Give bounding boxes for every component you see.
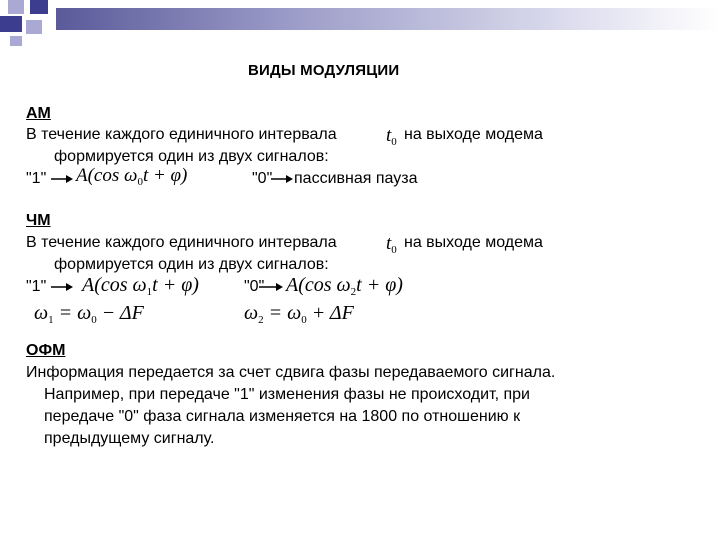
deco-square bbox=[10, 36, 22, 46]
formula-sub: 2 bbox=[350, 286, 357, 298]
formula-tail: t + φ) bbox=[152, 274, 199, 296]
fm-omega1-equation bbox=[34, 302, 144, 326]
deco-square bbox=[30, 0, 48, 14]
eq-mid: = ω bbox=[263, 302, 302, 324]
ofm-line4: предыдущему сигналу. bbox=[44, 430, 215, 447]
t-var: t bbox=[386, 233, 392, 254]
fm-line1-post: на выходе модема bbox=[404, 234, 543, 251]
deco-square bbox=[8, 0, 24, 14]
t-sub: 0 bbox=[391, 136, 397, 148]
formula-head: A(cos ω bbox=[82, 274, 147, 296]
am-one-label: "1" bbox=[26, 170, 47, 187]
arrow-icon bbox=[50, 281, 74, 293]
fm-heading: ЧМ bbox=[26, 212, 51, 229]
formula-tail: t + φ) bbox=[356, 274, 403, 296]
eq-sub: 1 bbox=[48, 314, 54, 326]
eq-sub: 0 bbox=[301, 314, 307, 326]
formula-head: A(cos ω bbox=[286, 274, 351, 296]
am-line1-pre: В течение каждого единичного интервала bbox=[26, 126, 337, 143]
fm-omega2-equation bbox=[244, 302, 354, 326]
fm-line1-pre: В течение каждого единичного интервала bbox=[26, 234, 337, 251]
deco-square bbox=[0, 16, 22, 32]
am-line2: формируется один из двух сигналов: bbox=[54, 148, 329, 165]
formula-tail: t + φ) bbox=[142, 165, 188, 186]
fm-signal2-formula bbox=[286, 274, 403, 298]
am-line1-post: на выходе модема bbox=[404, 126, 543, 143]
t-sub: 0 bbox=[391, 244, 397, 256]
page-title: ВИДЫ МОДУЛЯЦИИ bbox=[248, 62, 400, 79]
am-heading: АМ bbox=[26, 105, 51, 122]
arrow-icon bbox=[258, 281, 284, 293]
formula-sub: 0 bbox=[137, 176, 143, 188]
eq-sub: 0 bbox=[91, 314, 97, 326]
ofm-heading: ОФМ bbox=[26, 342, 66, 359]
eq-tail: − ΔF bbox=[96, 302, 144, 324]
eq-mid: = ω bbox=[53, 302, 92, 324]
ofm-line2: Например, при передаче "1" изменения фазы не происходит, при bbox=[44, 386, 530, 403]
am-zero-label: "0" bbox=[252, 170, 273, 187]
title-bar-gradient bbox=[56, 8, 720, 30]
fm-signal1-formula bbox=[82, 274, 199, 298]
fm-one-label: "1" bbox=[26, 278, 47, 295]
am-signal-formula bbox=[76, 165, 187, 188]
arrow-icon bbox=[270, 173, 294, 185]
eq-tail: + ΔF bbox=[306, 302, 354, 324]
arrow-icon bbox=[50, 173, 74, 185]
eq-head: ω bbox=[244, 302, 259, 324]
formula-sub: 1 bbox=[146, 286, 153, 298]
deco-square bbox=[26, 20, 42, 34]
am-t0 bbox=[386, 125, 397, 148]
formula-head: A(cos ω bbox=[76, 165, 138, 186]
fm-line2: формируется один из двух сигналов: bbox=[54, 256, 329, 273]
eq-sub: 2 bbox=[258, 314, 264, 326]
ofm-line3: передаче "0" фаза сигнала изменяется на 1800 по отношению к bbox=[44, 408, 521, 425]
eq-head: ω bbox=[34, 302, 49, 324]
t-var: t bbox=[386, 125, 392, 146]
ofm-line1: Информация передается за счет сдвига фазы передаваемого сигнала. bbox=[26, 364, 556, 381]
fm-t0 bbox=[386, 233, 397, 256]
am-zero-text: пассивная пауза bbox=[294, 170, 418, 187]
fm-zero-label: "0" bbox=[244, 278, 265, 295]
